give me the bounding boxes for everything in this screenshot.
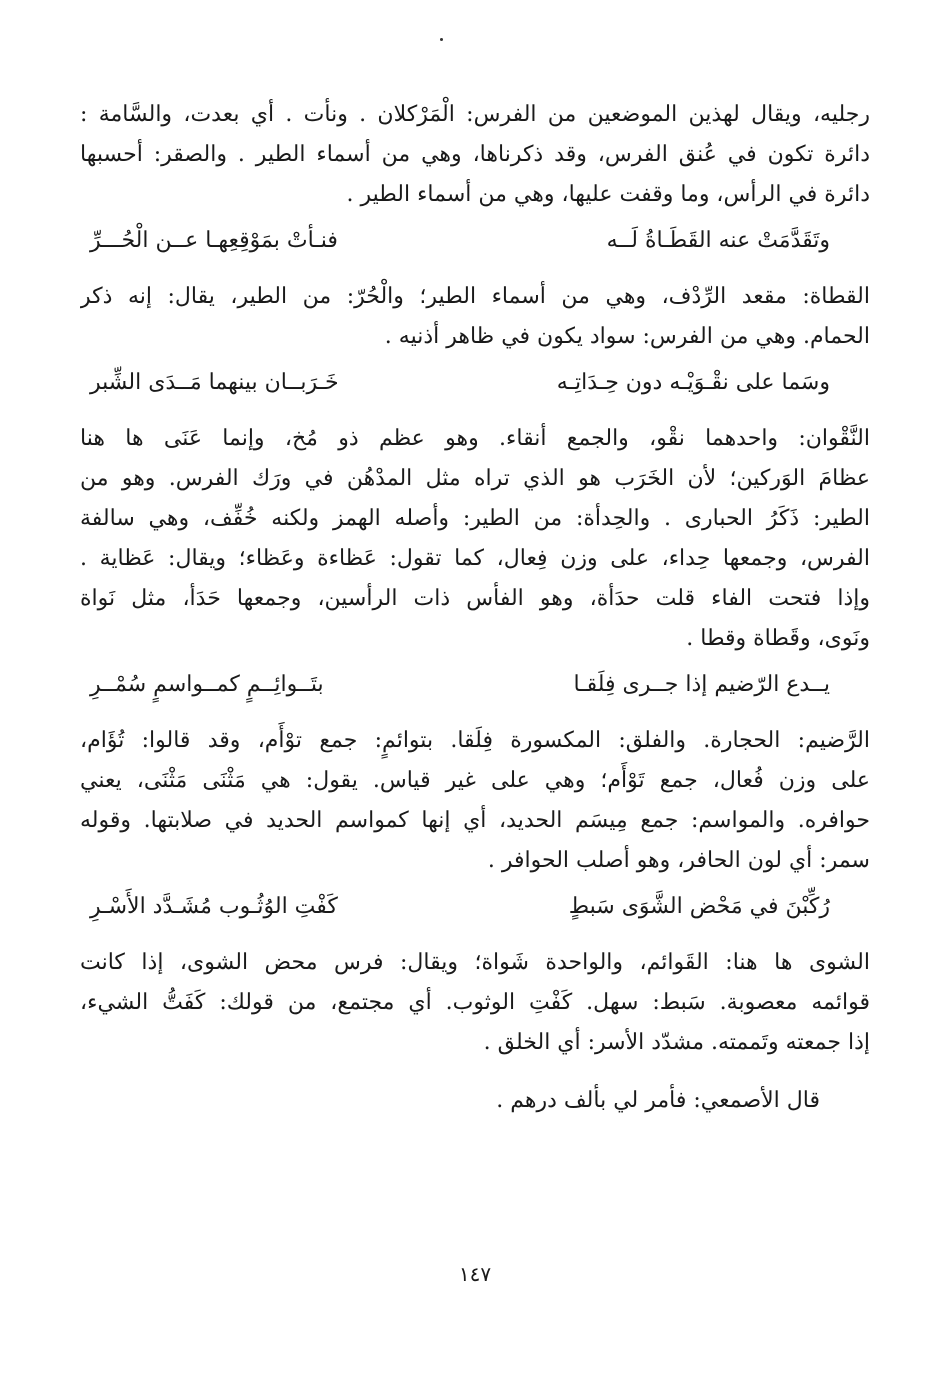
paragraph <box>80 277 870 357</box>
text-line: على وزن فُعال، جمع تَوْأَم؛ وهي على غير قياس. يقول: هي مَثْنَى مَثْنَى، يعني <box>80 768 870 793</box>
text-line: القطاة: مقعد الرِّدْف، وهي من أسماء الطير؛ والْحُرّ: من الطير، يقال: إنه ذكر <box>80 284 870 309</box>
text-line: الطير: ذَكَرُ الحبارى . والحِدأة: من الطير: وأصله الهمز ولكنه خُفِّف، وهي سالفة <box>80 506 870 531</box>
text-line: رجليه، ويقال لهذين الموضعين من الفرس: الْمَرْكلان . ونأت . أي بعدت، والسَّامة : <box>80 102 870 127</box>
verse-second-hemistich: بتَــوائِــمٍ كمــواسمٍ سُمْــرِ <box>90 672 324 697</box>
page-text <box>80 95 870 1121</box>
text-line: إذا جمعته وتَممته. مشدّد الأسر: أي الخلق . <box>483 1030 870 1055</box>
verse-second-hemistich: كَفْتِ الوُثُـوب مُشَـدَّد الأَسْـرِ <box>90 894 338 919</box>
verse-first-hemistich: رُكِّبْنَ في مَحْض الشَّوَى سَبطٍ <box>568 894 830 919</box>
verse-line <box>80 219 870 263</box>
text-line: قوائمه معصوبة. سَبط: سهل. كَفْتِ الوثوب. أي مجتمع، من قولك: كَفَتُّ الشيء، <box>80 990 870 1015</box>
verse-line <box>80 885 870 929</box>
verse-line <box>80 663 870 707</box>
text-line: عظامَ الوَركين؛ لأن الخَرَب هو الذي تراه مثل المدْهُن في ورَك الفرس. وهو من <box>80 466 870 491</box>
verse-first-hemistich: وسَما على نقْـوَيْـه دون حِـدَاتِـه <box>556 370 830 395</box>
page-number: ١٤٧ <box>458 1262 492 1286</box>
text-line: الفرس، وجمعها حِداء، على وزن فِعال، كما تقول: عَظاءة وعَظاء؛ ويقال: عَظاية . <box>80 546 870 571</box>
top-dot <box>440 38 443 41</box>
text-line: ونَوى، وقَطاة وقطا . <box>686 626 870 651</box>
text-line: دائرة تكون في عُنق الفرس، وقد ذكرناها، وهي من أسماء الطير . والصقر: أحسبها <box>80 142 870 167</box>
text-line: سمر: أي لون الحافر، وهو أصلب الحوافر . <box>487 848 870 873</box>
text-line: الشوى ها هنا: القَوائم، والواحدة شَواة؛ ويقال: فرس محض الشوى، إذا كانت <box>80 950 870 975</box>
verse-first-hemistich: وتَقَدَّمَتْ عنه القَطَـاةُ لَــه <box>606 228 830 253</box>
verse-second-hemistich: فنـأتْ بمَوْقِعِهـا عــن الْحُـــرِّ <box>90 228 338 253</box>
paragraph <box>80 943 870 1063</box>
closing-line: قال الأصمعي: فأمر لي بألف درهم . <box>496 1088 820 1113</box>
text-line: النَّقْوان: واحدهما نقْو، والجمع أنقاء. وهو عظم ذو مُخ، وإنما عَنَى ها هنا <box>80 426 870 451</box>
text-line: دائرة في الرأس، وما وقفت عليها، وهي من أسماء الطير . <box>346 182 870 207</box>
text-line: الحمام. وهي من الفرس: سواد يكون في ظاهر أذنيه . <box>384 324 870 349</box>
text-line: حوافره. والمواسم: جمع مِيسَم الحديد، أي إنها كمواسم الحديد في صلابتها. وقوله <box>80 808 870 833</box>
paragraph <box>80 95 870 215</box>
verse-line <box>80 361 870 405</box>
paragraph <box>80 721 870 881</box>
verse-first-hemistich: يــدع الرّضيم إذا جــرى فِلَقـا <box>573 672 830 697</box>
verse-second-hemistich: خَـرَبــان بينهما مَــدَى الشِّبر <box>90 370 339 395</box>
paragraph <box>80 419 870 659</box>
text-line: الرَّضيم: الحجارة. والفلق: المكسورة فِلَقا. بتوائمٍ: جمع توْأَم، وقد قالوا: تُؤَام، <box>80 728 870 753</box>
text-line: وإذا فتحت الفاء قلت حدَأة، وهو الفأس ذات الرأسين، وجمعها حَدَأ، مثل نَواة <box>80 586 870 611</box>
